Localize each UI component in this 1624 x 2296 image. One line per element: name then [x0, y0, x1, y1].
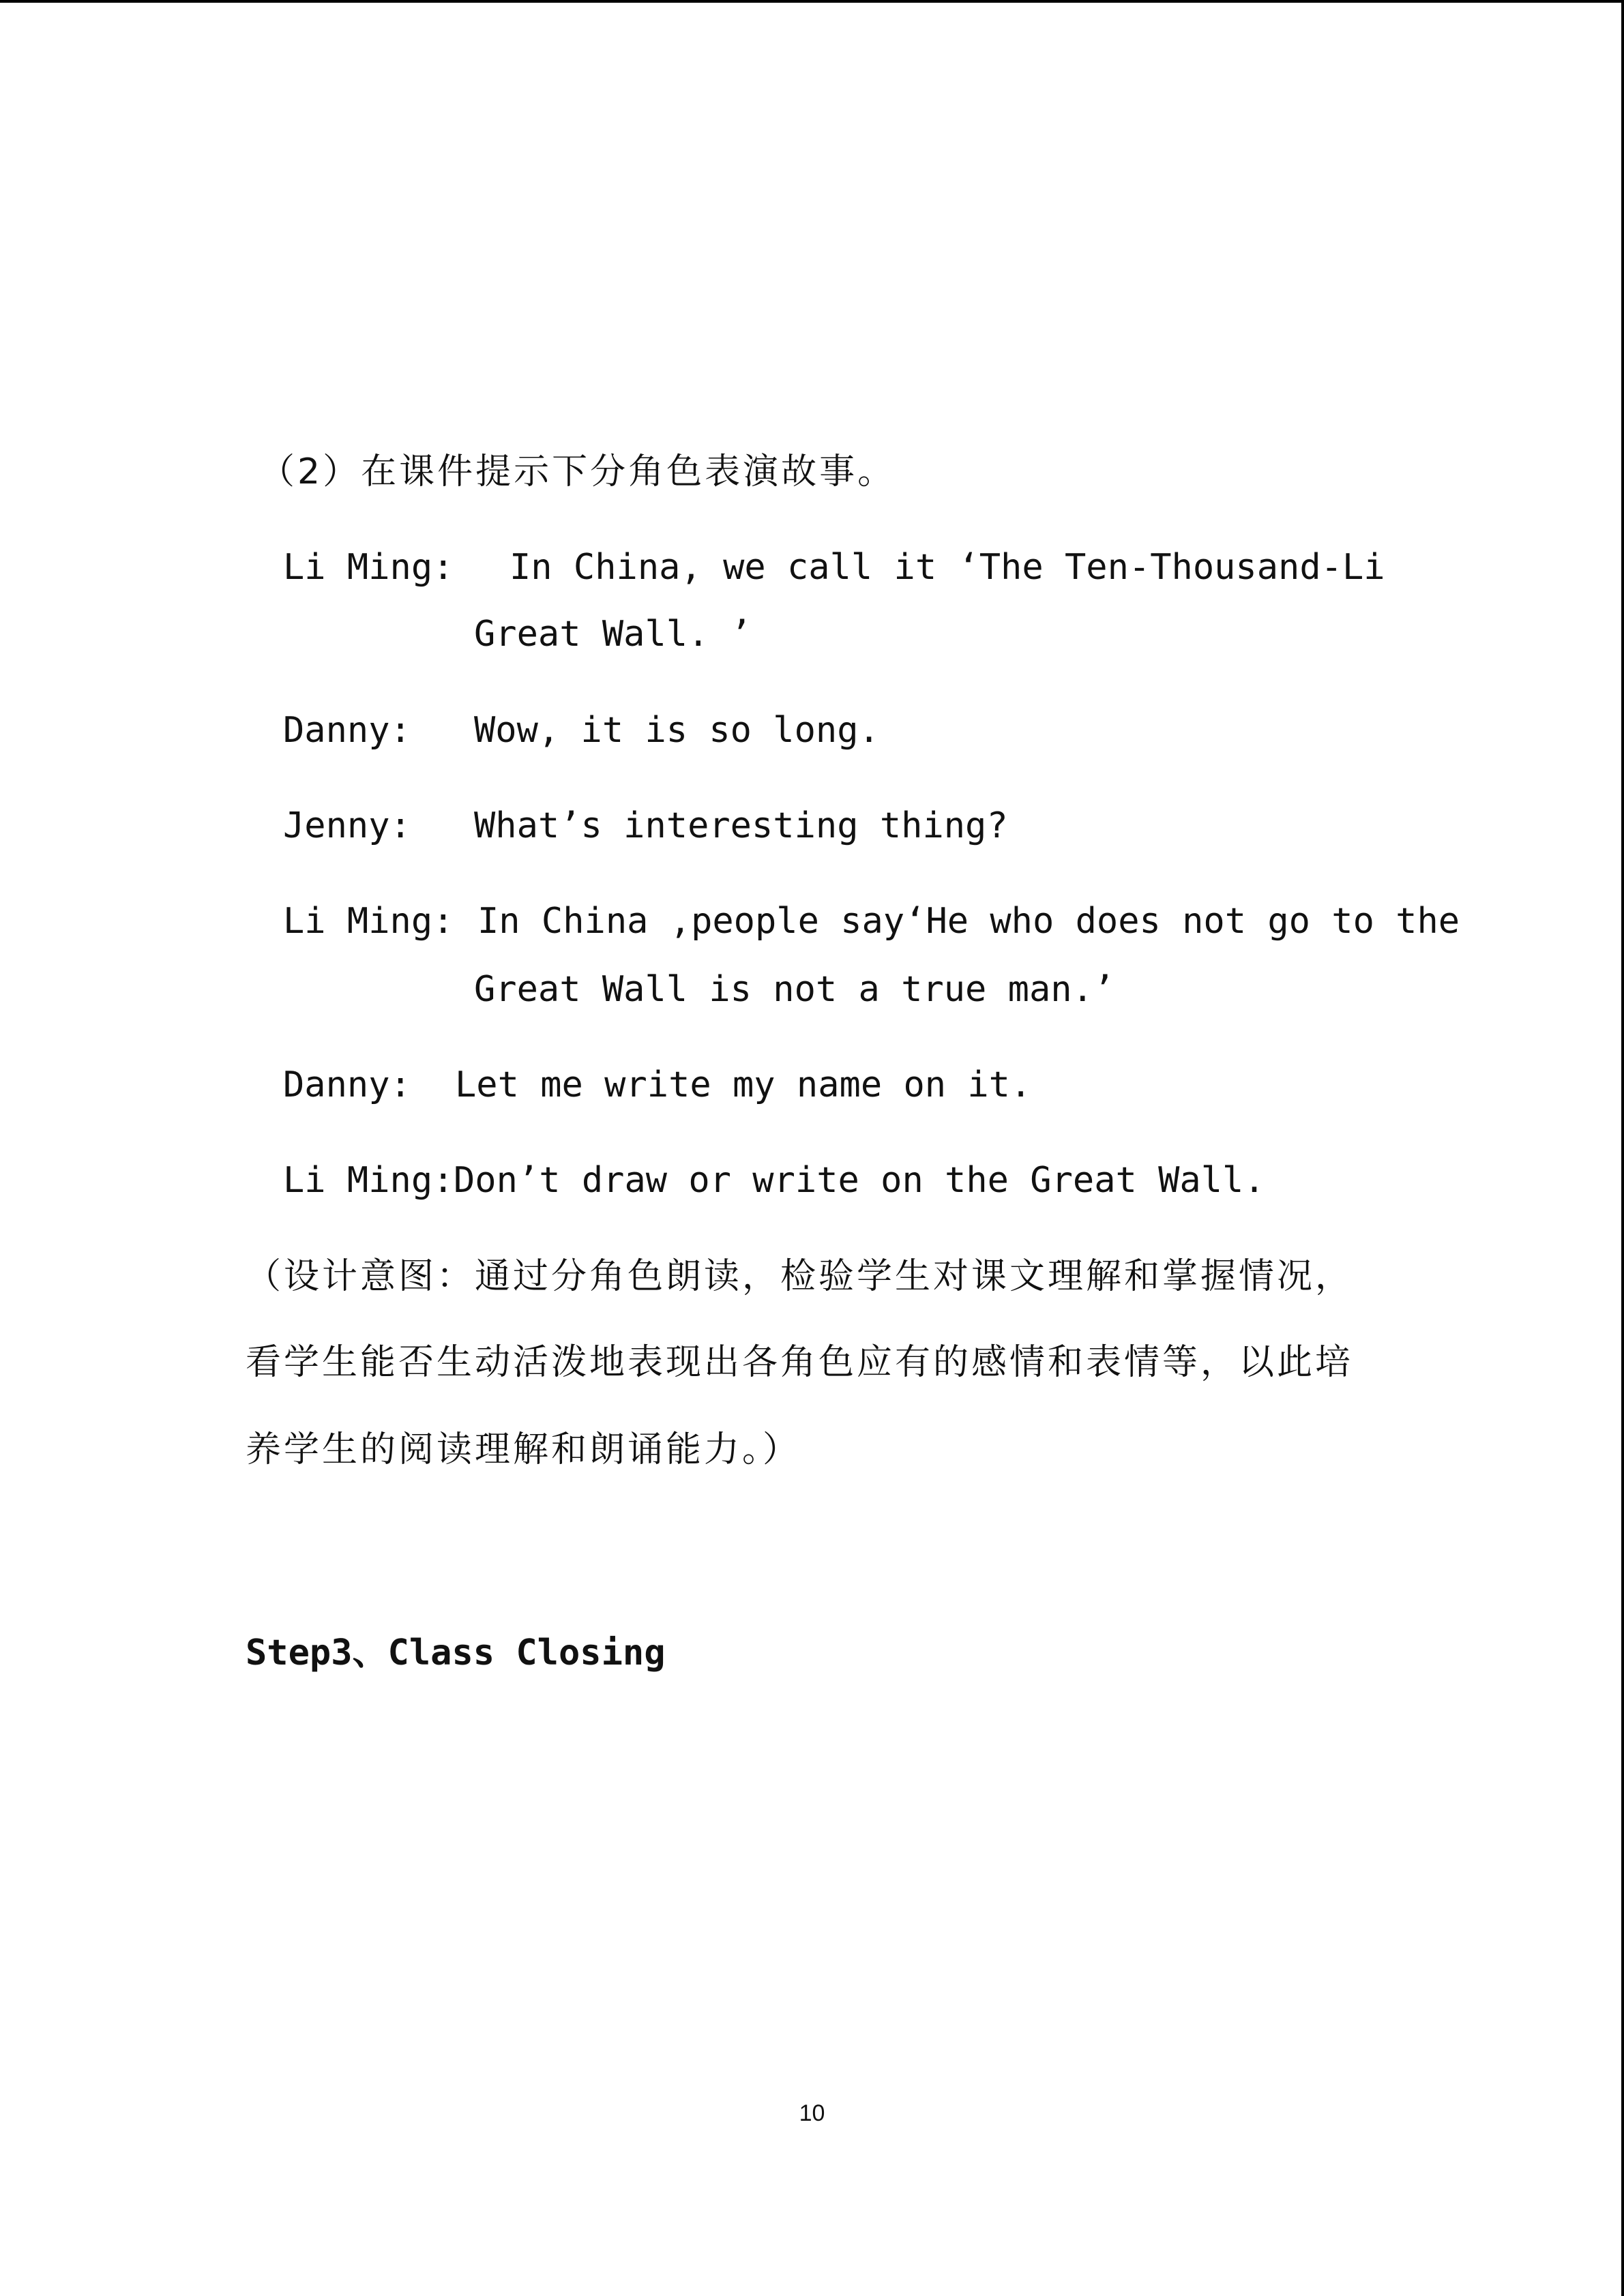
dialogue-speaker: Li Ming:	[283, 547, 454, 588]
dialogue-speaker: Jenny:	[283, 805, 411, 846]
dialogue-speaker: Danny:	[283, 1064, 411, 1105]
dialogue-line: Let me write my name on it.	[455, 1064, 1032, 1105]
dialogue-speaker: Li Ming:	[283, 1160, 454, 1201]
page-top-border	[0, 0, 1624, 3]
dialogue-line: In China ,people say‘He who does not go to the	[477, 901, 1460, 942]
dialogue-line: Wow, it is so long.	[474, 710, 880, 751]
step-heading: Step3、Class Closing	[246, 1632, 666, 1673]
design-note-line: 养学生的阅读理解和朗诵能力。）	[246, 1429, 801, 1470]
dialogue-speaker: Danny:	[283, 710, 411, 751]
dialogue-line: Don’t draw or write on the Great Wall.	[454, 1160, 1265, 1201]
page-number: 10	[799, 2100, 825, 2126]
section-title: （2）在课件提示下分角色表演故事。	[259, 451, 896, 492]
dialogue-line: Great Wall. ’	[474, 614, 752, 655]
design-note-line: （设计意图：通过分角色朗读，检验学生对课文理解和掌握情况，	[246, 1256, 1354, 1297]
page-right-border	[1621, 0, 1624, 2296]
dialogue-line: Great Wall is not a true man.’	[474, 969, 1115, 1010]
design-note-line: 看学生能否生动活泼地表现出各角色应有的感情和表情等，以此培	[246, 1342, 1354, 1383]
dialogue-line: What’s interesting thing?	[474, 805, 1008, 846]
dialogue-speaker: Li Ming:	[283, 901, 454, 942]
dialogue-line: In China, we call it ‘The Ten-Thousand-Li	[510, 547, 1385, 588]
